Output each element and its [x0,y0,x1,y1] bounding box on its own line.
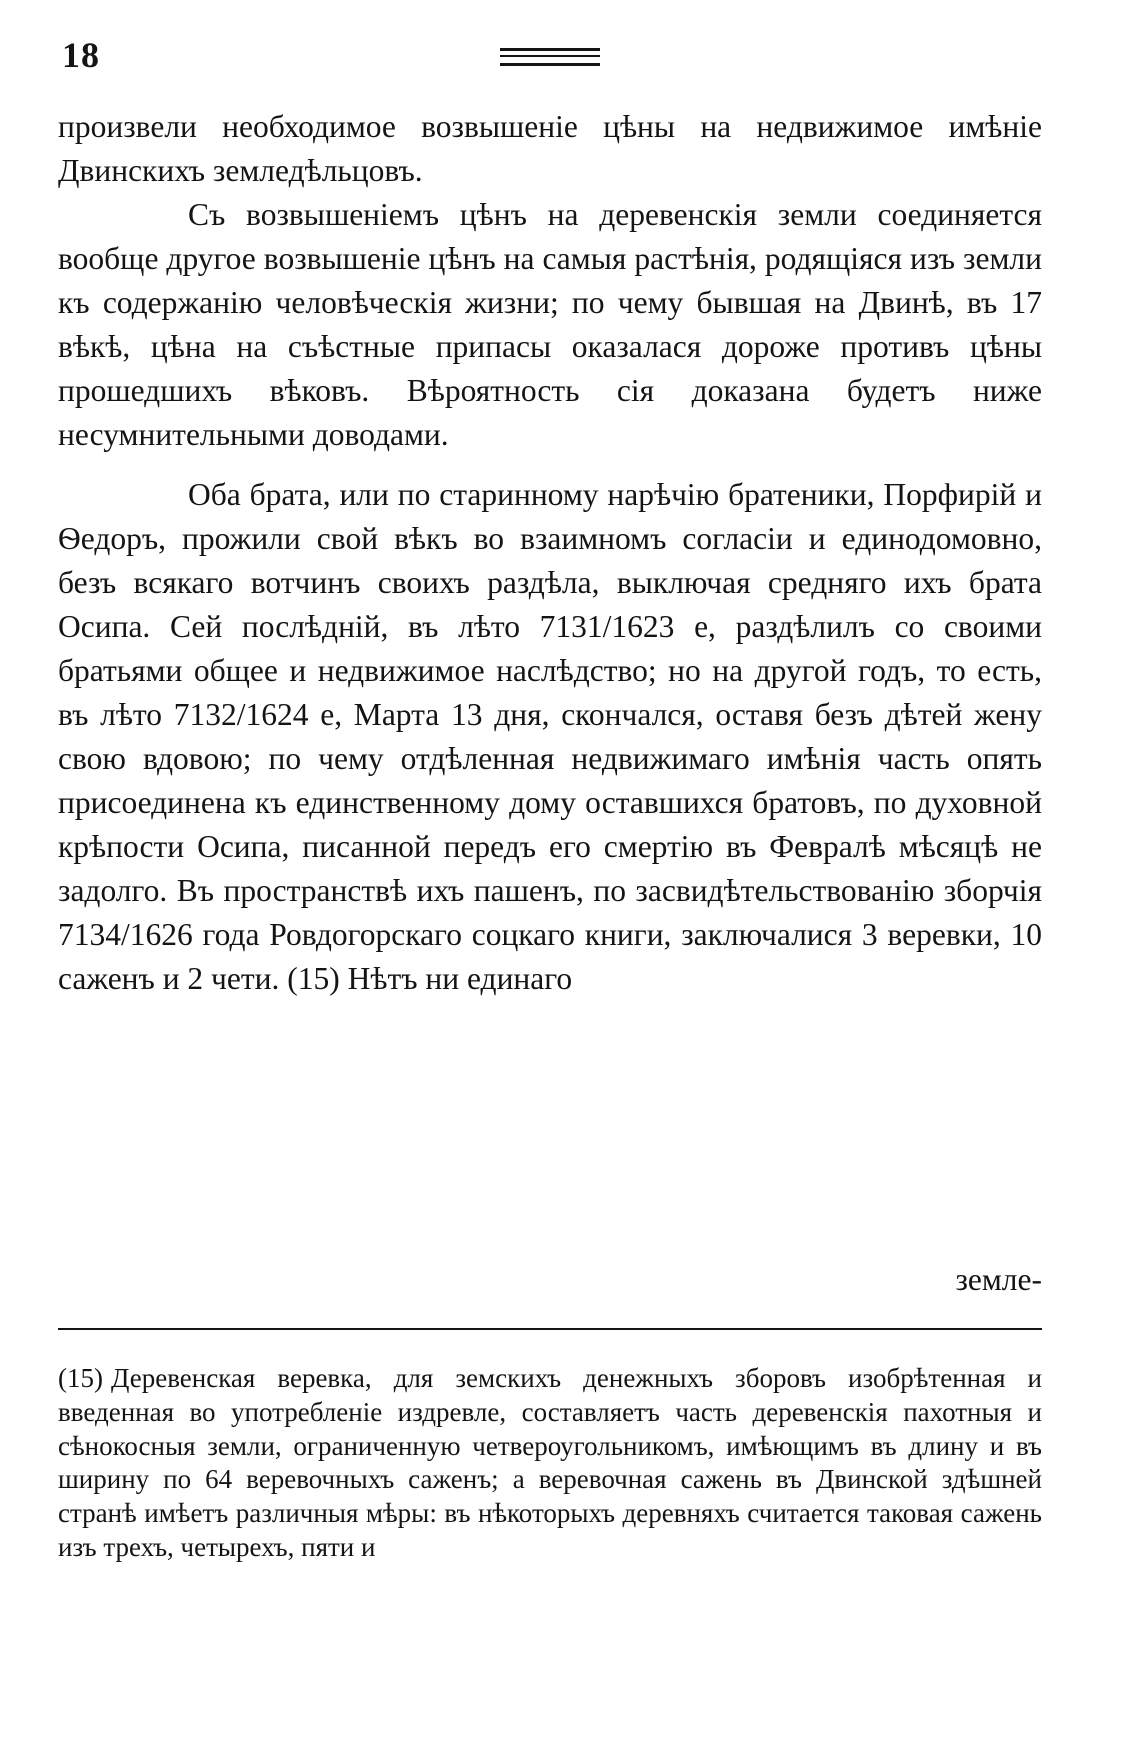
main-text [58,105,1042,1001]
paragraph-3: Оба брата, или по старинному нарѣчію братеники, Порфирій и Ѳедоръ, прожили свой вѣкъ во взаимномъ согласіи и единодомовно, безъ всякаго вотчинъ своихъ раздѣла, выключая средняго ихъ брата Осипа. Сей послѣдній, въ лѣто 7131/1623 е, раздѣлилъ со своими братьями общее и недвижимое наслѣдство; но на другой годъ, то есть, въ лѣто 7132/1624 е, Марта 13 дня, скончался, оставя безъ дѣтей жену свою вдовою; по чему отдѣленная недвижимаго имѣнія часть опять присоединена къ единственному дому оставшихся братовъ, по духовной крѣпости Осипа, писанной передъ его смертію въ Февралѣ мѣсяцѣ не задолго. Въ пространствѣ ихъ пашенъ, по засвидѣтельствованію зборчія 7134/1626 года Ровдогорскаго соцкаго книги, заключалися 3 веревки, 10 саженъ и 2 чети. (15) Нѣтъ ни единаго [58,477,1042,996]
catchword: земле- [955,1262,1042,1297]
footnote-text: Деревенская веревка, для земскихъ денежныхъ зборовъ изобрѣтенная и введенная во употребленіе издревле, составляетъ часть деревенскія пахотныя и сѣнокосныя земли, ограниченную четвероугольникомъ, имѣющимъ въ длину и въ ширину по 64 веревочныхъ саженъ; а веревочная сажень въ Двинской здѣшней странѣ имѣетъ различныя мѣры: въ нѣкоторыхъ деревняхъ считается таковая сажень изъ трехъ, четырехъ, пяти и [58,1363,1042,1562]
page-header [62,30,1042,90]
footnote-marker: (15) [58,1363,103,1393]
footnote-15 [58,1362,1042,1565]
footnote-divider [58,1328,1042,1330]
page-number: 18 [62,35,100,75]
paragraph-2: Съ возвышеніемъ цѣнъ на деревенскія земли соединяется вообще другое возвышеніе цѣнъ на самыя растѣнія, родящіяся изъ земли къ содержанію человѣческія жизни; по чему бывшая на Двинѣ, въ 17 вѣкѣ, цѣна на съѣстные припасы оказалася дороже противъ цѣны прошедшихъ вѣковъ. Вѣроятность сія доказана будетъ ниже несумнительными доводами. [58,197,1042,452]
header-ornament-rule [500,48,600,66]
paragraph-1: произвели необходимое возвышеніе цѣны на недвижимое имѣніе Двинскихъ земледѣльцовъ. [58,109,1042,188]
